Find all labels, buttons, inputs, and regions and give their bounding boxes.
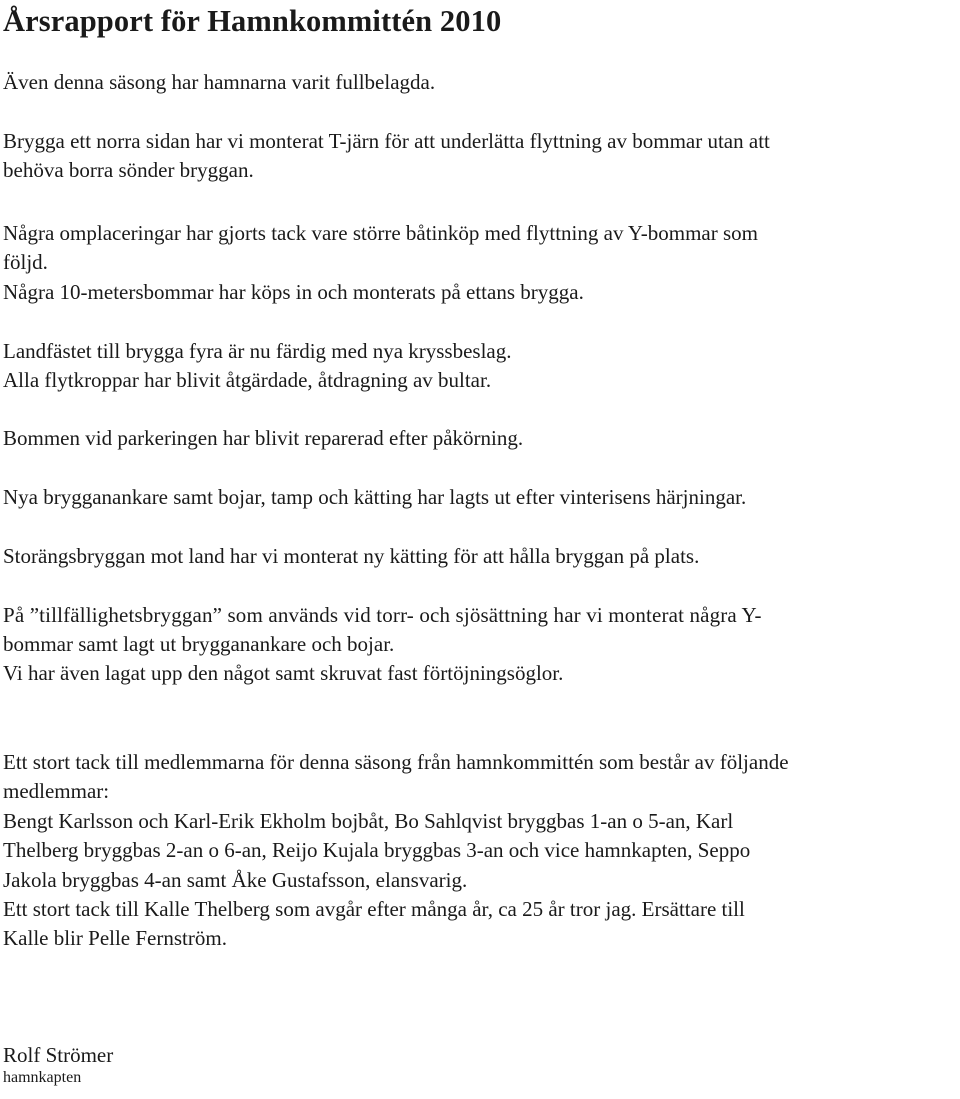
paragraph-line: följd.: [3, 250, 48, 274]
paragraph-line: Jakola bryggbas 4-an samt Åke Gustafsson, elansvarig.: [3, 868, 468, 892]
paragraph-line: Nya brygganankare samt bojar, tamp och kätting har lagts ut efter vinterisens härjningar.: [3, 485, 747, 509]
paragraph-line: Även denna säsong har hamnarna varit fullbelagda.: [3, 70, 436, 94]
paragraph-line: Ett stort tack till medlemmarna för denna säsong från hamnkommittén som består av följande: [3, 750, 789, 774]
signature-role: hamnkapten: [3, 1069, 82, 1086]
paragraph-line: Kalle blir Pelle Fernström.: [3, 926, 227, 950]
paragraph-line: Storängsbryggan mot land har vi monterat ny kätting för att hålla bryggan på plats.: [3, 544, 700, 568]
paragraph-line: Några 10-metersbommar har köps in och monterats på ettans brygga.: [3, 280, 584, 304]
signature-name: Rolf Strömer: [3, 1043, 114, 1067]
paragraph-line: Några omplaceringar har gjorts tack vare större båtinköp med flyttning av Y-bommar som: [3, 221, 758, 245]
paragraph-line: Ett stort tack till Kalle Thelberg som avgår efter många år, ca 25 år tror jag. Ersättare till: [3, 897, 745, 921]
paragraph-line: medlemmar:: [3, 779, 110, 803]
paragraph-line: bommar samt lagt ut brygganankare och bojar.: [3, 632, 395, 656]
paragraph-line: Vi har även lagat upp den något samt skruvat fast förtöjningsöglor.: [3, 661, 564, 685]
paragraph-line: På ”tillfällighetsbryggan” som används vid torr- och sjösättning har vi monterat några Y-: [3, 603, 762, 627]
paragraph-line: behöva borra sönder bryggan.: [3, 158, 254, 182]
paragraph-line: Thelberg bryggbas 2-an o 6-an, Reijo Kujala bryggbas 3-an och vice hamnkapten, Seppo: [3, 838, 751, 862]
paragraph-line: Bengt Karlsson och Karl-Erik Ekholm bojbåt, Bo Sahlqvist bryggbas 1-an o 5-an, Karl: [3, 809, 734, 833]
paragraph-line: Brygga ett norra sidan har vi monterat T-järn för att underlätta flyttning av bommar utan att: [3, 129, 770, 153]
document-title: Årsrapport för Hamnkommittén 2010: [3, 4, 502, 38]
paragraph-line: Alla flytkroppar har blivit åtgärdade, åtdragning av bultar.: [3, 368, 492, 392]
paragraph-line: Landfästet till brygga fyra är nu färdig med nya kryssbeslag.: [3, 339, 512, 363]
paragraph-line: Bommen vid parkeringen har blivit reparerad efter påkörning.: [3, 426, 524, 450]
